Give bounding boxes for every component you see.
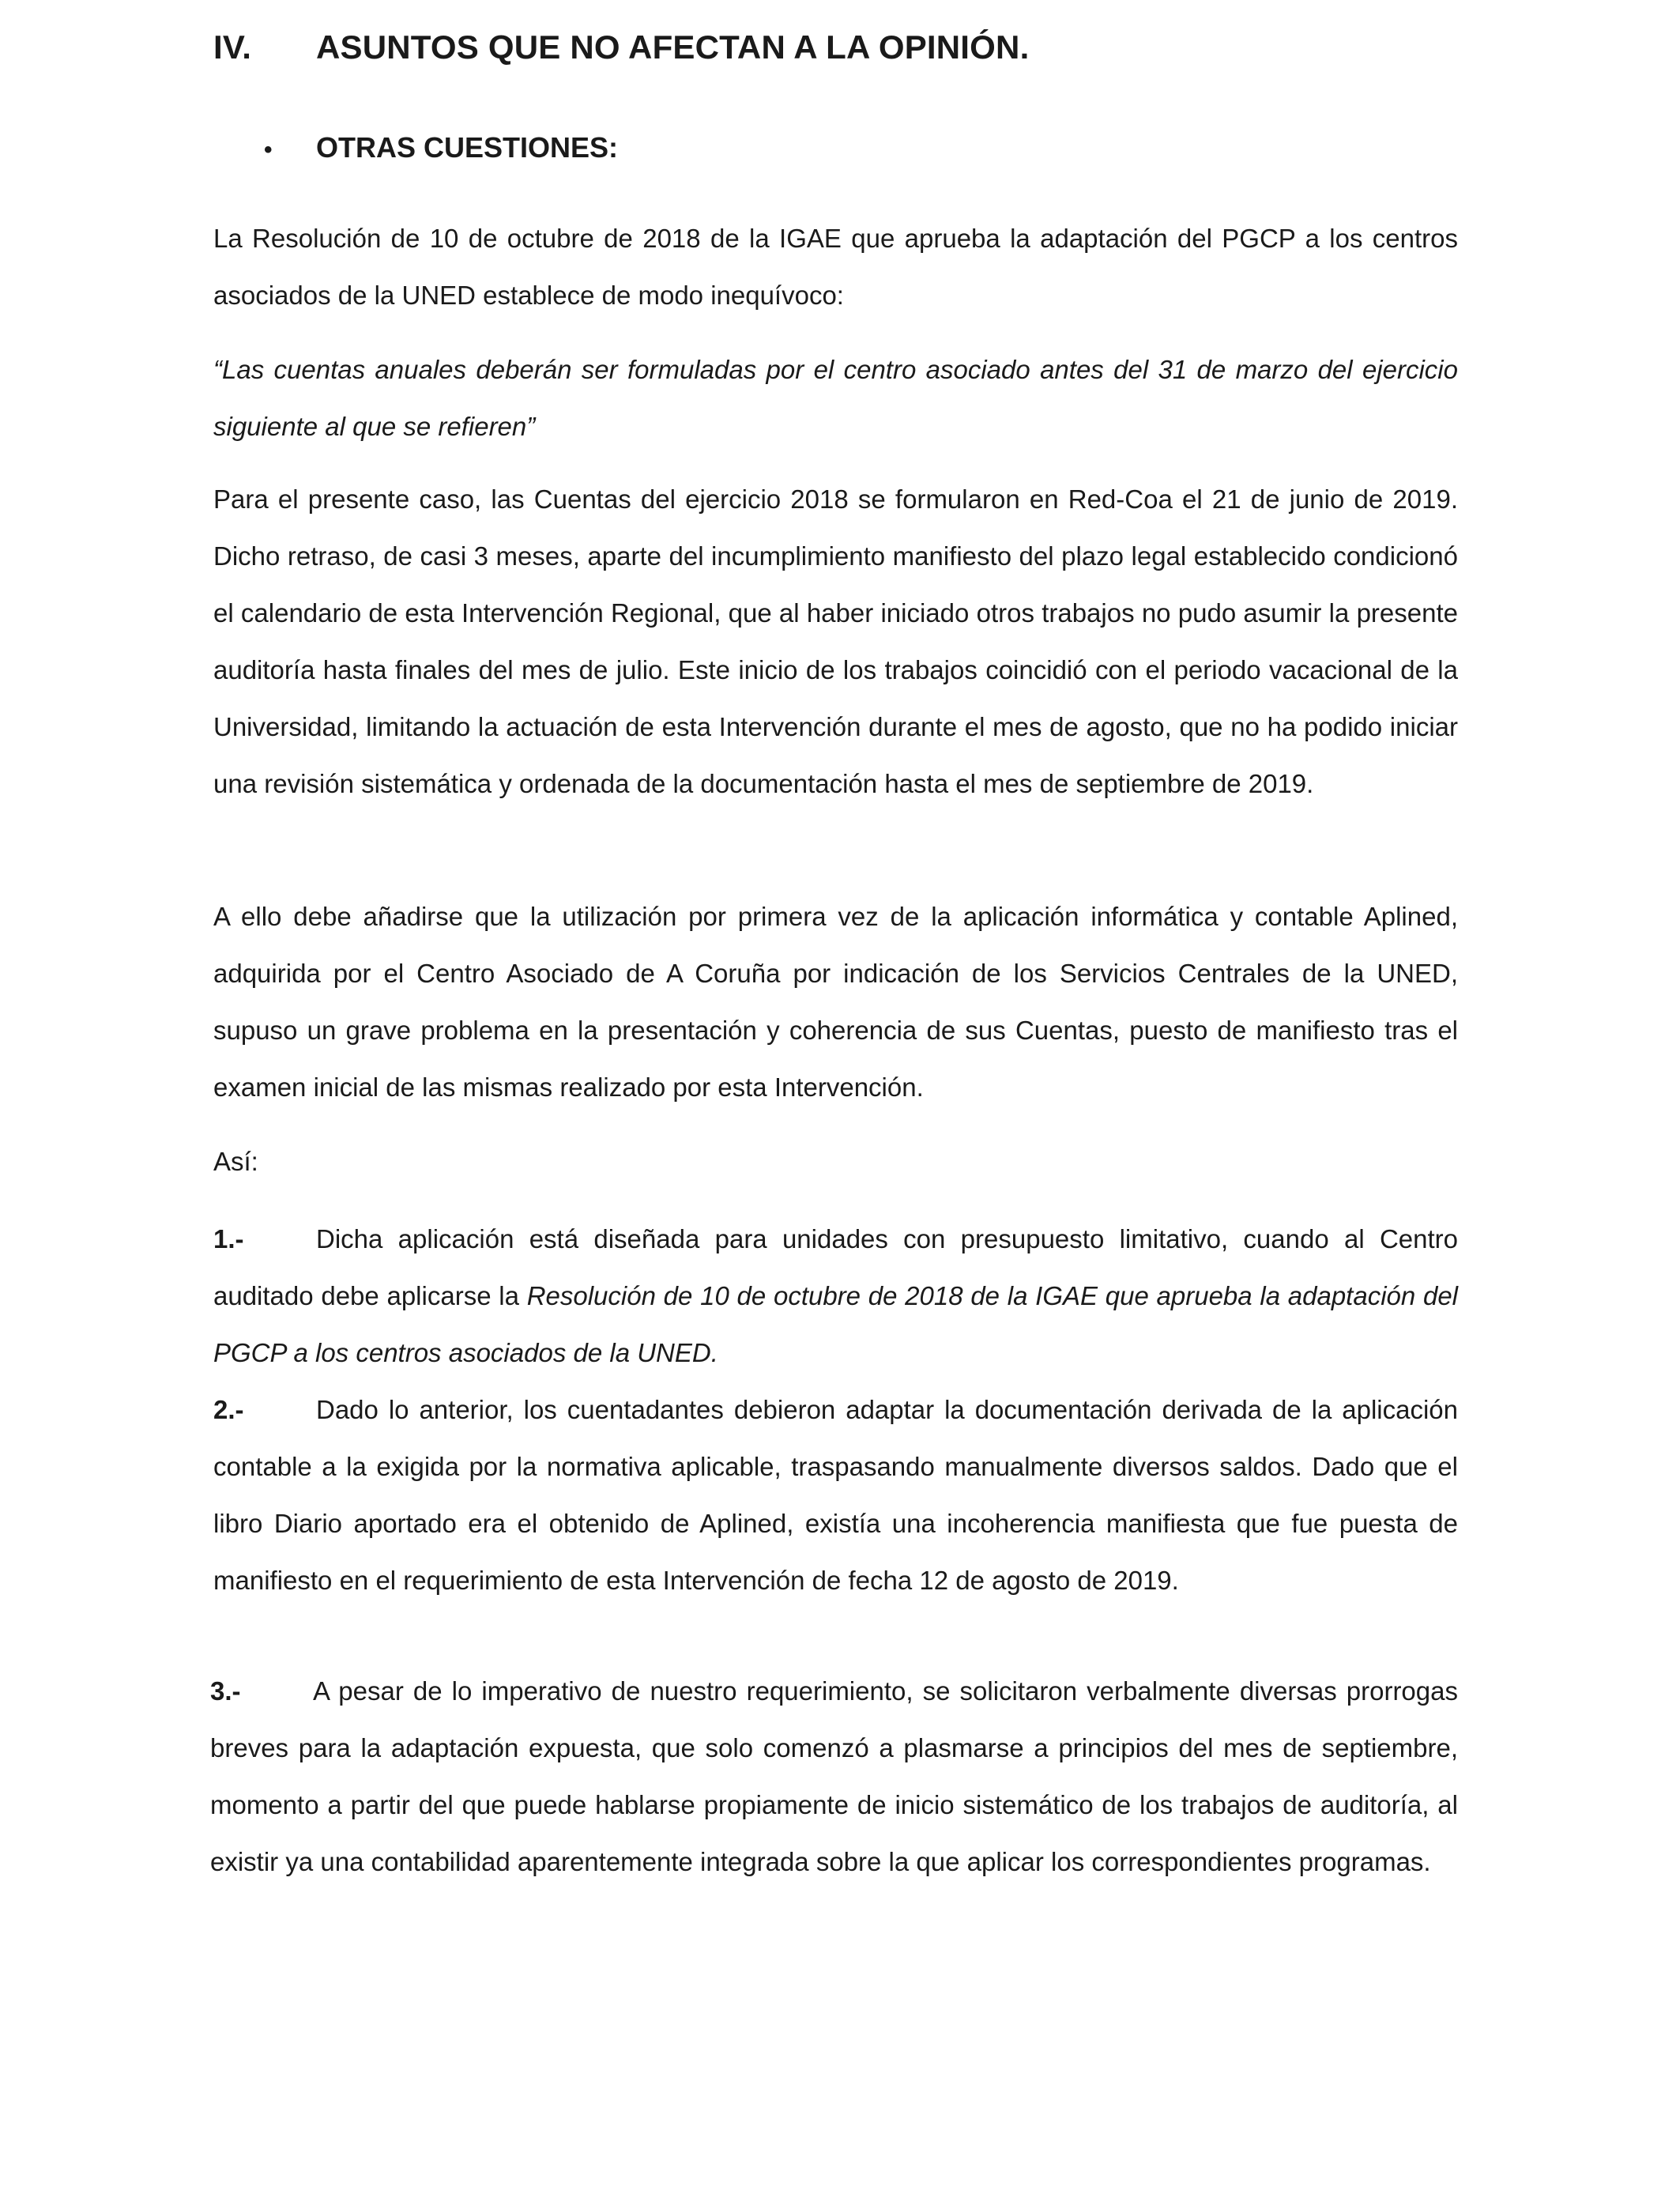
list-item-3 [210,1663,1458,1891]
subsection-title: OTRAS CUESTIONES: [316,131,619,164]
bullet-icon: • [264,137,273,163]
paragraph-text: Para el presente caso, las Cuentas del ejercicio 2018 se formularon en Red-Coa el 21 de junio de 2019. Dicho retraso, de casi 3 meses, aparte del incumplimiento manifiesto del plazo legal establecido condicionó el calendario de esta Intervención Regional, que al haber iniciado otros trabajos no pudo asumir la presente auditoría hasta finales del mes de julio. Este inicio de los trabajos coincidió con el periodo vacacional de la Universidad, limitando la actuación de esta Intervención durante el mes de agosto, que no ha podido iniciar una revisión sistemática y ordenada de la documentación hasta el mes de septiembre de 2019. [213,484,1458,798]
list-item-2 [213,1382,1458,1609]
paragraph-aplined [213,888,1458,1116]
paragraph-delay [213,471,1458,812]
list-number: 1.- [213,1224,244,1253]
list-item-text: A pesar de lo imperativo de nuestro requerimiento, se solicitaron verbalmente diversas prorrogas breves para la adaptación expuesta, que solo comenzó a plasmarse a principios del mes de septiembre, momento a partir del que puede hablarse propiamente de inicio sistemático de los trabajos de auditoría, al existir ya una contabilidad aparentemente integrada sobre la que aplicar los correspondientes programas. [210,1676,1458,1876]
list-item-text: Dado lo anterior, los cuentadantes debieron adaptar la documentación derivada de la aplicación contable a la exigida por la normativa aplicable, traspasando manualmente diversos saldos. Dado que el libro Diario aportado era el obtenido de Aplined, existía una incoherencia manifiesta que fue puesta de manifiesto en el requerimiento de esta Intervención de fecha 12 de agosto de 2019. [213,1395,1458,1595]
section-number: IV. [213,28,252,66]
section-title: ASUNTOS QUE NO AFECTAN A LA OPINIÓN. [316,28,1030,66]
paragraph-text: A ello debe añadirse que la utilización por primera vez de la aplicación informática y contable Aplined, adquirida por el Centro Asociado de A Coruña por indicación de los Servicios Centrales de la UNED, supuso un grave problema en la presentación y coherencia de sus Cuentas, puesto de manifiesto tras el examen inicial de las mismas realizado por esta Intervención. [213,902,1458,1102]
list-item-italic-text: Resolución de 10 de octubre de 2018 de la IGAE que aprueba la adaptación del PGCP a los centros asociados de la UNED. [213,1281,1458,1367]
quote-block [213,341,1458,455]
list-item-1 [213,1211,1458,1382]
list-number: 3.- [210,1676,241,1706]
paragraph-text: La Resolución de 10 de octubre de 2018 de la IGAE que aprueba la adaptación del PGCP a los centros asociados de la UNED establece de modo inequívoco: [213,224,1458,310]
quote-text: “Las cuentas anuales deberán ser formuladas por el centro asociado antes del 31 de marzo del ejercicio siguiente al que se refieren” [213,355,1458,441]
paragraph-text: Así: [213,1147,258,1176]
list-item-text: Dicha aplicación está diseñada para unidades con presupuesto limitativo, cuando al Centro auditado debe aplicarse la [213,1224,1458,1310]
section-heading [213,28,1029,66]
paragraph-intro [213,210,1458,324]
subsection-heading [264,131,618,164]
paragraph-asi [213,1133,1458,1190]
list-number: 2.- [213,1395,244,1424]
